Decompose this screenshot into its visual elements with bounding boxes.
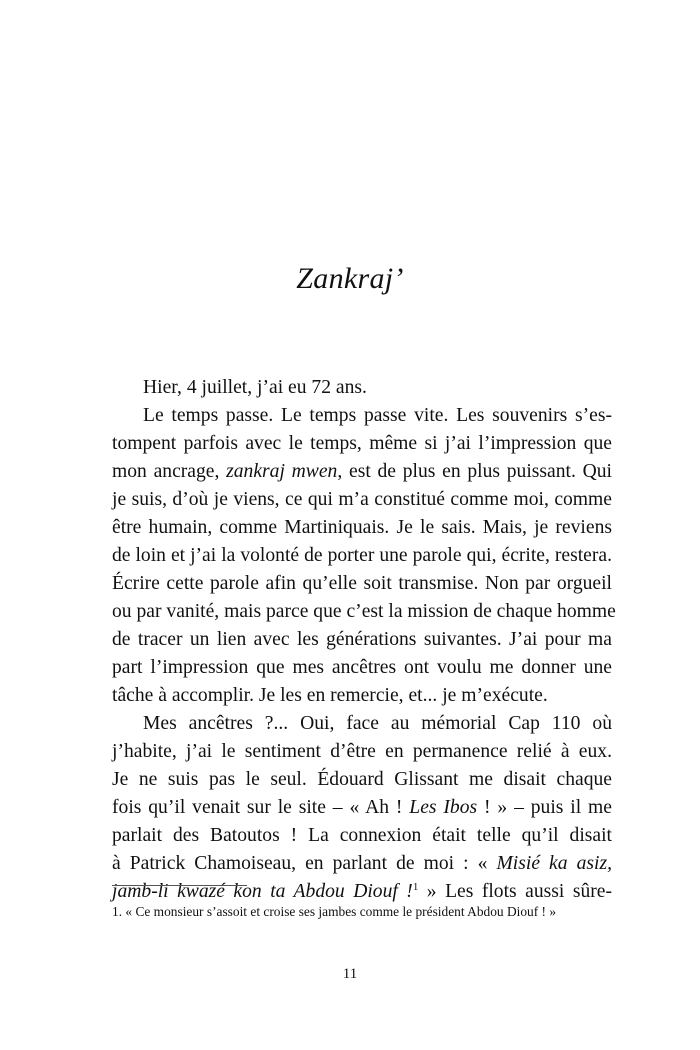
paragraph-line: être humain, comme Martiniquais. Je le sais. Mais, je reviens (112, 517, 612, 538)
emphasis-zankraj-mwen: zankraj mwen (226, 461, 338, 482)
paragraph-line: ou par vanité, mais parce que c’est la mission de chaque homme (112, 601, 616, 622)
paragraph-line: Mes ancêtres ?... Oui, face au mémorial Cap 110 où (143, 713, 612, 734)
paragraph-line: Je ne suis pas le seul. Édouard Glissant me disait chaque (112, 769, 612, 790)
paragraph-line: parlait des Batoutos ! La connexion était telle qu’il disait (112, 825, 612, 846)
paragraph-line: Écrire cette parole afin qu’elle soit transmise. Non par orgueil (112, 573, 612, 594)
paragraph-line (112, 878, 612, 906)
footnote-reference[interactable]: 1 (412, 881, 419, 893)
footnote-number: 1. (112, 904, 123, 919)
paragraph-line (112, 458, 612, 486)
body-text (112, 374, 616, 906)
paragraph-line: tâche à accomplir. Je les en remercie, et... je m’exécute. (112, 685, 548, 706)
emphasis-les-ibos: Les Ibos (409, 797, 478, 818)
text-segment: , est de plus en plus puissant. Qui (337, 461, 613, 482)
text-segment: fois qu’il venait sur le site – « Ah ! (112, 797, 410, 818)
paragraph-line: de loin et j’ai la volonté de porter une parole qui, écrite, restera. (112, 545, 612, 566)
paragraph-line: Hier, 4 juillet, j’ai eu 72 ans. (143, 377, 367, 398)
footnote-text: « Ce monsieur s’assoit et croise ses jambes comme le président Abdou Diouf ! » (125, 904, 557, 919)
paragraph-line: j’habite, j’ai le sentiment d’être en permanence relié à eux. (112, 741, 612, 762)
footnote-divider (112, 885, 247, 886)
paragraph-line: je suis, d’où je viens, ce qui m’a constitué comme moi, comme (112, 489, 612, 510)
text-segment: à Patrick Chamoiseau, en parlant de moi : « (112, 853, 497, 874)
text-segment: mon ancrage, (112, 461, 227, 482)
chapter-title: Zankraj’ (296, 262, 404, 295)
text-segment: » Les flots aussi sûre- (418, 881, 612, 902)
paragraph-line: tompent parfois avec le temps, même si j’ai l’impression que (112, 433, 612, 454)
emphasis-creole-quote: jamb-li kwazé kon ta Abdou Diouf ! (112, 881, 413, 902)
paragraph-line: de tracer un lien avec les générations suivantes. J’ai pour ma (112, 629, 612, 650)
emphasis-creole-quote: Misié ka asiz, (496, 853, 612, 874)
text-segment: ! » – puis il me (477, 797, 612, 818)
page-number: 11 (342, 966, 358, 982)
footnote (112, 903, 632, 921)
paragraph-line (112, 794, 612, 822)
paragraph-line: part l’impression que mes ancêtres ont voulu me donner une (112, 657, 612, 678)
paragraph-line: Le temps passe. Le temps passe vite. Les souvenirs s’es- (143, 405, 612, 426)
paragraph-line (112, 850, 612, 878)
